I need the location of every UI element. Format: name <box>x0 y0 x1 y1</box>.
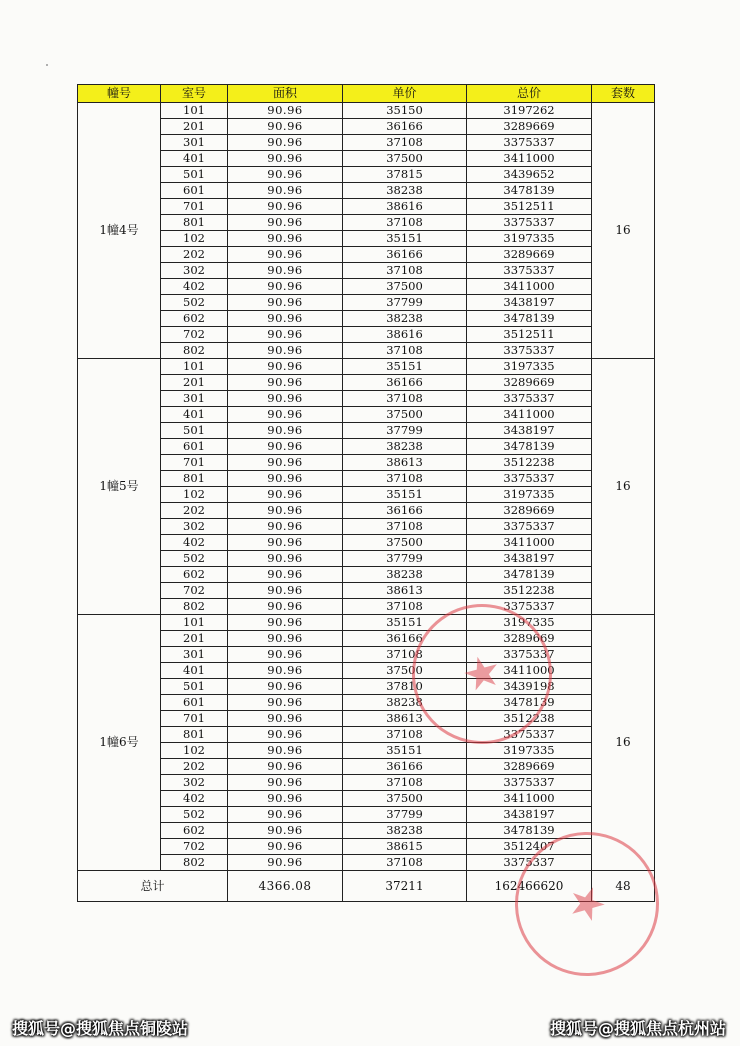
total-price-cell: 3478139 <box>467 695 592 711</box>
total-price-cell: 3375337 <box>467 263 592 279</box>
table-row <box>78 519 655 535</box>
room-cell: 101 <box>161 615 228 631</box>
table-row <box>78 599 655 615</box>
area-cell: 90.96 <box>228 599 343 615</box>
unit-price-cell: 37108 <box>343 727 467 743</box>
area-cell: 90.96 <box>228 103 343 119</box>
room-cell: 102 <box>161 487 228 503</box>
watermark-left: 搜狐号@搜狐焦点铜陵站 <box>12 1019 189 1038</box>
count-cell: 16 <box>592 359 655 615</box>
total-row <box>78 871 655 902</box>
unit-price-cell: 35150 <box>343 103 467 119</box>
total-price-cell: 3438197 <box>467 807 592 823</box>
building-cell: 1幢4号 <box>78 103 161 359</box>
unit-price-cell: 38238 <box>343 823 467 839</box>
unit-price-cell: 37500 <box>343 663 467 679</box>
total-price-cell: 3411000 <box>467 791 592 807</box>
room-cell: 802 <box>161 855 228 871</box>
table-row <box>78 807 655 823</box>
table-row <box>78 759 655 775</box>
unit-price-cell: 36166 <box>343 247 467 263</box>
table-row <box>78 663 655 679</box>
area-cell: 90.96 <box>228 343 343 359</box>
table-row <box>78 391 655 407</box>
unit-price-cell: 36166 <box>343 631 467 647</box>
table-row <box>78 375 655 391</box>
area-cell: 90.96 <box>228 775 343 791</box>
total-price-cell: 3289669 <box>467 503 592 519</box>
table-row <box>78 151 655 167</box>
room-cell: 502 <box>161 295 228 311</box>
room-cell: 801 <box>161 727 228 743</box>
table-row <box>78 567 655 583</box>
table-row <box>78 583 655 599</box>
count-cell: 16 <box>592 103 655 359</box>
room-cell: 502 <box>161 807 228 823</box>
total-price-cell: 3375337 <box>467 343 592 359</box>
area-cell: 90.96 <box>228 583 343 599</box>
total-price-cell: 3375337 <box>467 647 592 663</box>
unit-price-cell: 37799 <box>343 423 467 439</box>
unit-price-cell: 37500 <box>343 151 467 167</box>
unit-price-cell: 36166 <box>343 759 467 775</box>
area-cell: 90.96 <box>228 439 343 455</box>
table-row <box>78 247 655 263</box>
total-price-cell: 3478139 <box>467 183 592 199</box>
room-cell: 702 <box>161 839 228 855</box>
total-price-cell: 3478139 <box>467 567 592 583</box>
room-cell: 402 <box>161 279 228 295</box>
room-cell: 301 <box>161 135 228 151</box>
company-seal-icon: ★ <box>495 812 680 997</box>
table-row <box>78 631 655 647</box>
area-cell: 90.96 <box>228 839 343 855</box>
room-cell: 601 <box>161 183 228 199</box>
unit-price-cell: 37108 <box>343 855 467 871</box>
unit-price-cell: 38238 <box>343 567 467 583</box>
room-cell: 801 <box>161 471 228 487</box>
header-building: 幢号 <box>78 85 161 103</box>
area-cell: 90.96 <box>228 615 343 631</box>
unit-price-cell: 35151 <box>343 615 467 631</box>
area-cell: 90.96 <box>228 391 343 407</box>
area-cell: 90.96 <box>228 279 343 295</box>
table-row <box>78 311 655 327</box>
room-cell: 502 <box>161 551 228 567</box>
table-row <box>78 119 655 135</box>
header-area: 面积 <box>228 85 343 103</box>
table-row <box>78 343 655 359</box>
total-price-cell: 3411000 <box>467 407 592 423</box>
room-cell: 201 <box>161 119 228 135</box>
room-cell: 301 <box>161 391 228 407</box>
area-cell: 90.96 <box>228 359 343 375</box>
building-cell: 1幢6号 <box>78 615 161 871</box>
area-cell: 90.96 <box>228 151 343 167</box>
unit-price-cell: 37108 <box>343 599 467 615</box>
table-row <box>78 727 655 743</box>
header-total-price: 总价 <box>467 85 592 103</box>
table-row <box>78 455 655 471</box>
room-cell: 802 <box>161 599 228 615</box>
area-cell: 90.96 <box>228 247 343 263</box>
unit-price-cell: 37810 <box>343 679 467 695</box>
total-price-cell: 3197335 <box>467 231 592 247</box>
unit-price-cell: 38613 <box>343 455 467 471</box>
unit-price-cell: 35151 <box>343 743 467 759</box>
total-price-cell: 3197335 <box>467 359 592 375</box>
unit-price-cell: 38616 <box>343 327 467 343</box>
area-cell: 90.96 <box>228 855 343 871</box>
area-cell: 90.96 <box>228 807 343 823</box>
unit-price-cell: 38615 <box>343 839 467 855</box>
area-cell: 90.96 <box>228 487 343 503</box>
room-cell: 302 <box>161 519 228 535</box>
unit-price-cell: 35151 <box>343 231 467 247</box>
area-cell: 90.96 <box>228 199 343 215</box>
room-cell: 102 <box>161 743 228 759</box>
total-price-cell: 3512238 <box>467 455 592 471</box>
unit-price-cell: 35151 <box>343 359 467 375</box>
room-cell: 101 <box>161 103 228 119</box>
total-price-cell: 3411000 <box>467 279 592 295</box>
area-cell: 90.96 <box>228 567 343 583</box>
total-price-cell: 3375337 <box>467 391 592 407</box>
price-table <box>77 84 655 902</box>
table-body <box>78 103 655 871</box>
area-cell: 90.96 <box>228 759 343 775</box>
area-cell: 90.96 <box>228 423 343 439</box>
unit-price-cell: 38238 <box>343 439 467 455</box>
table-row <box>78 679 655 695</box>
unit-price-cell: 37108 <box>343 263 467 279</box>
table-row <box>78 295 655 311</box>
table-row <box>78 503 655 519</box>
room-cell: 101 <box>161 359 228 375</box>
area-cell: 90.96 <box>228 311 343 327</box>
table-row <box>78 327 655 343</box>
scan-speck <box>46 64 48 66</box>
unit-price-cell: 37108 <box>343 215 467 231</box>
area-cell: 90.96 <box>228 327 343 343</box>
area-cell: 90.96 <box>228 695 343 711</box>
unit-price-cell: 36166 <box>343 375 467 391</box>
table-row <box>78 775 655 791</box>
total-price-cell: 3411000 <box>467 151 592 167</box>
table-row <box>78 647 655 663</box>
unit-price-cell: 37799 <box>343 295 467 311</box>
table-header-row <box>78 85 655 103</box>
room-cell: 801 <box>161 215 228 231</box>
area-cell: 90.96 <box>228 407 343 423</box>
total-price-cell: 3289669 <box>467 247 592 263</box>
header-room: 室号 <box>161 85 228 103</box>
count-cell: 16 <box>592 615 655 871</box>
table-row <box>78 823 655 839</box>
table-row <box>78 103 655 119</box>
area-cell: 90.96 <box>228 679 343 695</box>
table-row <box>78 471 655 487</box>
table-row <box>78 711 655 727</box>
table-row <box>78 695 655 711</box>
total-price-cell: 3197335 <box>467 743 592 759</box>
unit-price-cell: 37108 <box>343 471 467 487</box>
area-cell: 90.96 <box>228 231 343 247</box>
unit-price-cell: 37108 <box>343 647 467 663</box>
room-cell: 201 <box>161 375 228 391</box>
company-seal-icon: ★ <box>396 588 567 759</box>
unit-price-cell: 37500 <box>343 791 467 807</box>
room-cell: 701 <box>161 711 228 727</box>
total-price-cell: 3289669 <box>467 759 592 775</box>
area-cell: 90.96 <box>228 663 343 679</box>
total-price-cell: 3375337 <box>467 135 592 151</box>
total-price-cell: 3439198 <box>467 679 592 695</box>
total-price-cell: 3411000 <box>467 535 592 551</box>
area-cell: 90.96 <box>228 135 343 151</box>
table-row <box>78 439 655 455</box>
room-cell: 201 <box>161 631 228 647</box>
table-row <box>78 183 655 199</box>
total-price-cell: 3289669 <box>467 375 592 391</box>
table-row <box>78 167 655 183</box>
total-price-cell: 3375337 <box>467 471 592 487</box>
table-row <box>78 423 655 439</box>
area-cell: 90.96 <box>228 183 343 199</box>
total-price-cell: 3375337 <box>467 855 592 871</box>
room-cell: 202 <box>161 503 228 519</box>
unit-price-cell: 37108 <box>343 391 467 407</box>
total-area: 4366.08 <box>228 871 343 902</box>
room-cell: 401 <box>161 151 228 167</box>
table-row <box>78 839 655 855</box>
total-price-cell: 3438197 <box>467 423 592 439</box>
table-row <box>78 199 655 215</box>
table-row <box>78 231 655 247</box>
total-price-cell: 3197335 <box>467 487 592 503</box>
area-cell: 90.96 <box>228 167 343 183</box>
unit-price-cell: 36166 <box>343 119 467 135</box>
unit-price-cell: 37500 <box>343 279 467 295</box>
table-row <box>78 855 655 871</box>
area-cell: 90.96 <box>228 823 343 839</box>
unit-price-cell: 38616 <box>343 199 467 215</box>
room-cell: 802 <box>161 343 228 359</box>
total-price-cell: 3478139 <box>467 311 592 327</box>
total-price-cell: 3411000 <box>467 663 592 679</box>
room-cell: 702 <box>161 327 228 343</box>
table-row <box>78 135 655 151</box>
unit-price-cell: 38613 <box>343 583 467 599</box>
unit-price-cell: 37108 <box>343 135 467 151</box>
room-cell: 102 <box>161 231 228 247</box>
unit-price-cell: 37815 <box>343 167 467 183</box>
total-price-cell: 3438197 <box>467 295 592 311</box>
total-label: 总计 <box>78 871 228 902</box>
area-cell: 90.96 <box>228 647 343 663</box>
table-row <box>78 615 655 631</box>
unit-price-cell: 38613 <box>343 711 467 727</box>
area-cell: 90.96 <box>228 503 343 519</box>
total-price-cell: 3512238 <box>467 711 592 727</box>
room-cell: 501 <box>161 679 228 695</box>
area-cell: 90.96 <box>228 727 343 743</box>
unit-price-cell: 37799 <box>343 551 467 567</box>
area-cell: 90.96 <box>228 295 343 311</box>
area-cell: 90.96 <box>228 535 343 551</box>
unit-price-cell: 38238 <box>343 311 467 327</box>
total-price-cell: 3512511 <box>467 327 592 343</box>
unit-price-cell: 37108 <box>343 343 467 359</box>
total-count: 48 <box>592 871 655 902</box>
room-cell: 302 <box>161 775 228 791</box>
area-cell: 90.96 <box>228 263 343 279</box>
area-cell: 90.96 <box>228 375 343 391</box>
total-price-cell: 3512407 <box>467 839 592 855</box>
total-price-cell: 3478139 <box>467 439 592 455</box>
building-cell: 1幢5号 <box>78 359 161 615</box>
area-cell: 90.96 <box>228 471 343 487</box>
table-row <box>78 359 655 375</box>
area-cell: 90.96 <box>228 743 343 759</box>
room-cell: 602 <box>161 311 228 327</box>
watermark-right: 搜狐号@搜狐焦点杭州站 <box>549 1019 726 1038</box>
total-price-cell: 3375337 <box>467 599 592 615</box>
area-cell: 90.96 <box>228 551 343 567</box>
total-price-cell: 3512238 <box>467 583 592 599</box>
room-cell: 601 <box>161 439 228 455</box>
unit-price-cell: 38238 <box>343 183 467 199</box>
unit-price-cell: 35151 <box>343 487 467 503</box>
total-price-cell: 3478139 <box>467 823 592 839</box>
area-cell: 90.96 <box>228 519 343 535</box>
room-cell: 402 <box>161 791 228 807</box>
unit-price-cell: 37108 <box>343 519 467 535</box>
total-price-cell: 3375337 <box>467 215 592 231</box>
table-row <box>78 535 655 551</box>
total-price-cell: 3439652 <box>467 167 592 183</box>
table-row <box>78 215 655 231</box>
room-cell: 301 <box>161 647 228 663</box>
table-row <box>78 791 655 807</box>
unit-price-cell: 37108 <box>343 775 467 791</box>
unit-price-cell: 37500 <box>343 535 467 551</box>
unit-price-cell: 37799 <box>343 807 467 823</box>
total-unit-price: 37211 <box>343 871 467 902</box>
total-price-cell: 3197262 <box>467 103 592 119</box>
room-cell: 302 <box>161 263 228 279</box>
room-cell: 602 <box>161 567 228 583</box>
table-row <box>78 487 655 503</box>
table-row <box>78 407 655 423</box>
table-row <box>78 743 655 759</box>
unit-price-cell: 37500 <box>343 407 467 423</box>
room-cell: 202 <box>161 759 228 775</box>
room-cell: 602 <box>161 823 228 839</box>
room-cell: 601 <box>161 695 228 711</box>
room-cell: 401 <box>161 407 228 423</box>
total-price-cell: 3375337 <box>467 727 592 743</box>
area-cell: 90.96 <box>228 631 343 647</box>
area-cell: 90.96 <box>228 215 343 231</box>
total-price-cell: 3512511 <box>467 199 592 215</box>
area-cell: 90.96 <box>228 119 343 135</box>
room-cell: 702 <box>161 583 228 599</box>
table-row <box>78 279 655 295</box>
total-price-cell: 3289669 <box>467 119 592 135</box>
total-price-cell: 3197335 <box>467 615 592 631</box>
unit-price-cell: 36166 <box>343 503 467 519</box>
total-price-cell: 3289669 <box>467 631 592 647</box>
area-cell: 90.96 <box>228 711 343 727</box>
room-cell: 402 <box>161 535 228 551</box>
area-cell: 90.96 <box>228 455 343 471</box>
room-cell: 401 <box>161 663 228 679</box>
room-cell: 501 <box>161 167 228 183</box>
total-price-cell: 3438197 <box>467 551 592 567</box>
room-cell: 501 <box>161 423 228 439</box>
total-price-cell: 3375337 <box>467 775 592 791</box>
table-row <box>78 263 655 279</box>
unit-price-cell: 38238 <box>343 695 467 711</box>
total-price-cell: 3375337 <box>467 519 592 535</box>
room-cell: 202 <box>161 247 228 263</box>
total-price: 162466620 <box>467 871 592 902</box>
header-count: 套数 <box>592 85 655 103</box>
room-cell: 701 <box>161 455 228 471</box>
area-cell: 90.96 <box>228 791 343 807</box>
table-row <box>78 551 655 567</box>
header-unit-price: 单价 <box>343 85 467 103</box>
room-cell: 701 <box>161 199 228 215</box>
